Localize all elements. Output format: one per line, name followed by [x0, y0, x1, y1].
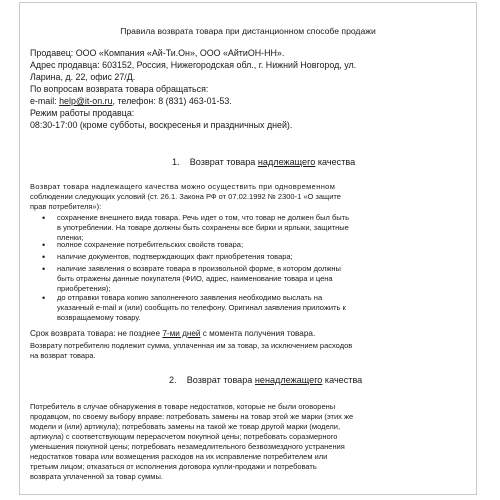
section1-intro-line: прав потребителя»): — [30, 202, 102, 211]
bullet-text: сохранение внешнего вида товара. Речь идет о том, что товар не должен был быть — [57, 213, 349, 222]
section2-paragraph-line: недостатков товара или возмещения расходов на их исправление потребителем или — [30, 452, 328, 461]
seller-line: Продавец: ООО «Компания «Ай-Ти.Он», ООО «АйтиОН-НН». — [30, 48, 285, 58]
section1-intro-line: Возврат товара надлежащего качества можно осуществить при одновременном — [30, 182, 336, 191]
section2-number: 2. — [169, 375, 177, 385]
section1-intro-line: соблюдении следующих условий (ст. 26.1. Закона РФ от 07.02.1992 № 2300-1 «О защите — [30, 192, 341, 201]
section1-heading-suffix: качества — [315, 157, 356, 167]
bullet-text: возвращаемому товару. — [57, 313, 141, 322]
section2-heading-prefix: Возврат товара — [186, 375, 255, 385]
email-link[interactable]: help@it-on.ru — [59, 96, 113, 106]
bullet-text: в употреблении. На товаре должны быть сохранены все бирки и ярлыки, защитные — [57, 223, 349, 232]
bullet-marker: • — [42, 252, 46, 262]
section1-heading-prefix: Возврат товара — [189, 157, 258, 167]
refund-line: на возврат товара. — [30, 351, 96, 360]
section1-heading-underlined: надлежащего — [257, 157, 316, 167]
seller-address-line-1: Адрес продавца: 603152, Россия, Нижегородская обл., г. Нижний Новгород, ул. — [30, 60, 357, 70]
bullet-marker: • — [42, 213, 46, 223]
return-term-mid: : не позднее — [113, 329, 163, 338]
bullet-marker: • — [42, 293, 46, 303]
section2-paragraph-line: модели и (или) артикула); потребовать замены на такой же товар другой марки (модели, — [30, 422, 341, 431]
section2-paragraph-line: третьим лицом; отказаться от исполнения договора купли-продажи и потребовать — [30, 462, 317, 471]
contact-heading: По вопросам возврата товара обращаться: — [30, 84, 209, 94]
section2-paragraph-line: Потребитель в случае обнаружения в товаре недостатков, которые не были оговорены — [30, 402, 336, 411]
refund-line: Возврату потребителю подлежит сумма, уплаченная им за товар, за исключением расходов — [30, 341, 353, 350]
section2-heading-underlined: ненадлежащего — [254, 375, 323, 385]
bullet-marker: • — [42, 240, 46, 250]
section2-paragraph-line: возврата уплаченной за товар суммы. — [30, 472, 163, 481]
section1-number: 1. — [172, 157, 180, 167]
document-title: Правила возврата товара при дистанционном способе продажи — [120, 26, 376, 36]
section2-paragraph-line: артикула) с соответствующим перерасчетом покупной цены; потребовать соразмерного — [30, 432, 338, 441]
email-prefix: e-mail: — [30, 96, 60, 106]
section2-heading — [169, 375, 362, 385]
bullet-marker: • — [42, 264, 46, 274]
bullet-text: наличие заявления о возврате товара в произвольной форме, в котором должны — [57, 264, 341, 273]
bullet-text: наличие документов, подтверждающих факт приобретения товара; — [57, 252, 293, 261]
return-term-suffix: с момента получения товара. — [200, 329, 316, 338]
bullet-text: полное сохранение потребительских свойств товара; — [57, 240, 244, 249]
hours-heading: Режим работы продавца: — [30, 108, 135, 118]
return-term-label: Срок возврата товара — [30, 329, 114, 338]
section1-heading — [172, 157, 355, 167]
bullet-text: приобретения); — [57, 284, 111, 293]
bullet-text: быть отражены данные покупателя (ФИО, адрес, наименование товара и цена — [57, 274, 333, 283]
return-term-line — [30, 329, 315, 338]
section2-heading-suffix: качества — [322, 375, 363, 385]
document-page — [19, 2, 477, 495]
section2-paragraph-line: продавцом, по своему выбору вправе: потребовать замены на товар этой же марки (этих же — [30, 412, 354, 421]
contact-line — [30, 96, 232, 107]
section2-paragraph-line: уменьшения покупной цены; потребовать незамедлительного безвозмездного устранения — [30, 442, 345, 451]
seller-address-line-2: Ларина, д. 22, офис 27/Д. — [30, 72, 136, 82]
return-term-days: 7-ми дней — [162, 329, 201, 338]
bullet-text: пленки; — [57, 233, 84, 242]
hours-line: 08:30-17:00 (кроме субботы, воскресенья и праздничных дней). — [30, 120, 293, 130]
bullet-text: указанный e-mail и (или) сообщить по телефону. Оригинал заявления приложить к — [57, 303, 346, 312]
bullet-text: до отправки товара копию заполненного заявления необходимо выслать на — [57, 293, 323, 302]
phone-text: , телефон: 8 (831) 463-01-53. — [112, 96, 232, 106]
